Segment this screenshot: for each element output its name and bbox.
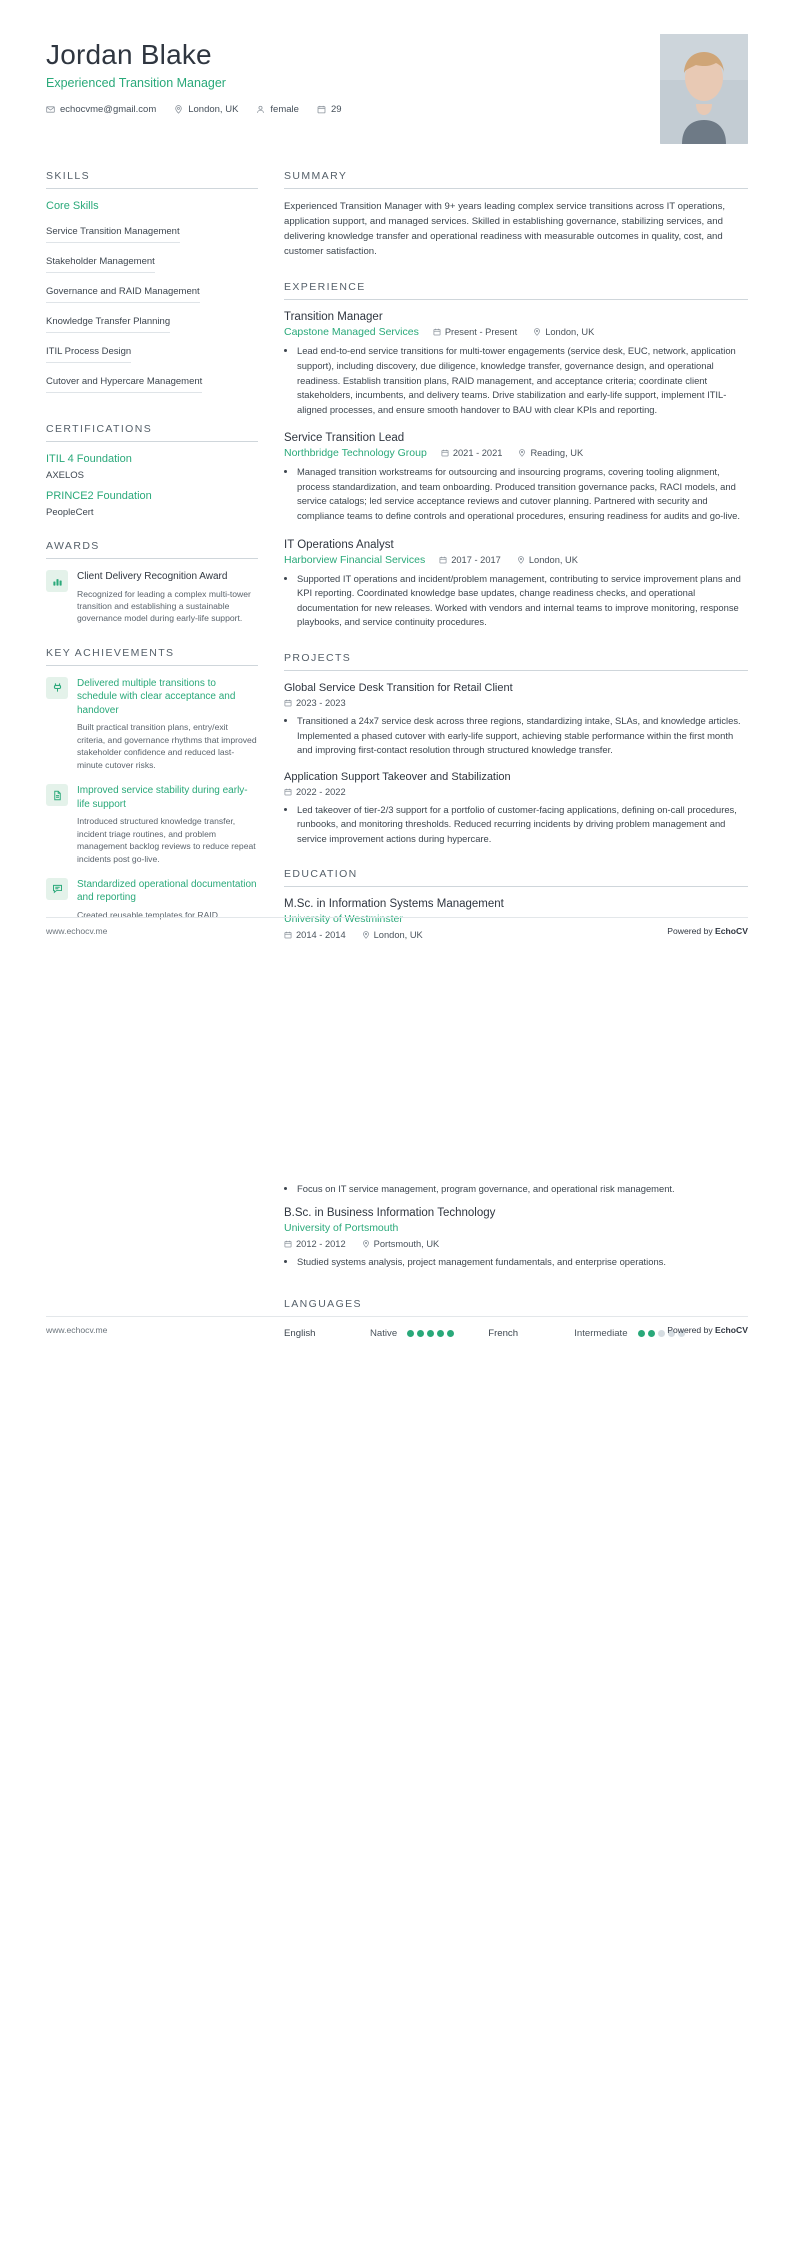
contact-gender <box>256 104 299 115</box>
language-level: Intermediate <box>574 1328 628 1340</box>
contact-gender-text: female <box>270 103 299 115</box>
header-role: Experienced Transition Manager <box>46 75 226 90</box>
awards-section <box>46 540 258 625</box>
experience-bullet: • Managed transition workstreams for outsourcing and insourcing programs, covering tooling alignment, process standardization, and team onboarding. Produced transition governance packs, RACI models, and service catalogs; led service acceptance reviews and cutover planning. Partnered with security and compliance teams to define controls and operational procedures, ensuring readiness for audits and go-live. <box>297 465 748 523</box>
experience-item <box>284 432 748 523</box>
experience-role: Service Transition Lead <box>284 432 405 445</box>
education-school: University of Portsmouth <box>284 1221 399 1234</box>
page-footer <box>46 1316 748 1335</box>
footer-powered-prefix: Powered by <box>667 926 716 937</box>
key-achievements-section <box>46 647 258 922</box>
project-dates <box>284 787 346 797</box>
summary-section <box>284 170 748 259</box>
skill-line <box>46 371 258 401</box>
avatar <box>660 34 748 144</box>
projects-section <box>284 652 748 846</box>
bar-chart-icon <box>46 570 68 592</box>
achievement-desc: Introduced structured knowledge transfer, incident triage routines, and problem management backlog reviews to reduce repeat incidents post go-live. <box>77 816 256 864</box>
project-item <box>284 771 748 847</box>
calendar-icon <box>433 328 441 336</box>
education-degree: M.Sc. in Information Systems Management <box>284 898 504 911</box>
contact-email <box>46 104 156 115</box>
education-bullets <box>284 1255 748 1270</box>
person-icon <box>256 105 265 114</box>
skill-line <box>46 281 258 311</box>
experience-location <box>518 448 583 458</box>
experience-item <box>284 311 748 417</box>
skill-line <box>46 251 258 281</box>
experience-meta <box>284 326 748 338</box>
project-bullets <box>284 803 748 847</box>
award-title: Client Delivery Recognition Award <box>77 571 228 582</box>
location-pin-icon <box>518 449 526 457</box>
skill-item: Knowledge Transfer Planning <box>46 316 170 333</box>
resume-header <box>46 34 748 144</box>
achievement-body <box>77 677 258 771</box>
skill-item: Service Transition Management <box>46 226 180 243</box>
certification-issuer: PeopleCert <box>46 507 94 518</box>
education-bullets <box>284 1182 748 1197</box>
education-dates-text: 2014 - 2014 <box>296 930 346 941</box>
certifications-section <box>46 423 258 518</box>
footer-site: www.echocv.me <box>46 1325 108 1336</box>
contact-row <box>46 104 342 115</box>
certification-issuer: AXELOS <box>46 470 85 481</box>
skill-line <box>46 341 258 371</box>
achievement-item <box>46 878 258 921</box>
skill-line <box>46 311 258 341</box>
education-title: EDUCATION <box>284 868 748 887</box>
resume-page-2 <box>0 1122 794 2246</box>
page-title: Jordan Blake <box>46 39 212 70</box>
education-bullet: • Studied systems analysis, project management fundamentals, and enterprise operations. <box>297 1255 748 1270</box>
skills-section <box>46 170 258 401</box>
project-bullet: • Led takeover of tier-2/3 support for a portfolio of customer-facing applications, defining on-call procedures, runbooks, and monitoring thresholds. Reduced recurring incidents by driving problem management and service improvement actions during hypercare. <box>297 803 748 847</box>
experience-item <box>284 539 748 630</box>
plug-icon <box>46 677 68 699</box>
footer-powered-prefix: Powered by <box>667 1325 716 1336</box>
contact-location <box>174 104 238 115</box>
achievement-item <box>46 784 258 865</box>
education-dates <box>284 1239 346 1249</box>
certification-item <box>46 453 258 481</box>
experience-title: EXPERIENCE <box>284 281 748 300</box>
certifications-title: CERTIFICATIONS <box>46 423 258 442</box>
summary-text: Experienced Transition Manager with 9+ years leading complex service transitions across IT operations, application support, and managed services. Skilled in establishing governance, stabilizing services, and delivering knowledge transfer and operational readiness with measurable outcomes in quality, cost, and customer satisfaction. <box>284 201 726 257</box>
location-pin-icon <box>533 328 541 336</box>
language-name: English <box>284 1328 316 1340</box>
header-text-block <box>46 34 342 115</box>
skills-group-label: Core Skills <box>46 200 99 212</box>
calendar-icon <box>284 699 292 707</box>
achievement-body <box>77 878 258 921</box>
footer-site: www.echocv.me <box>46 926 108 937</box>
footer-brand-name: EchoCV <box>715 1325 748 1336</box>
certification-item <box>46 490 258 518</box>
achievement-desc: Created reusable templates for RAID <box>77 909 218 920</box>
experience-dates-text: 2021 - 2021 <box>452 448 503 459</box>
education-location-text: Portsmouth, UK <box>373 1238 440 1249</box>
experience-company: Harborview Financial Services <box>284 553 426 566</box>
calendar-icon <box>441 449 449 457</box>
project-dates-text: 2022 - 2022 <box>296 786 346 797</box>
skill-item: Cutover and Hypercare Management <box>46 376 202 393</box>
experience-bullet: • Lead end-to-end service transitions for multi-tower engagements (service desk, EUC, network, application support), including discovery, due diligence, knowledge transfer, governance design, and operational readiness. Establish transition plans, RAID management, and acceptance criteria; coordinate client stakeholders, incumbents, and delivery teams. Drive stabilization and early-life support, implement ITIL-aligned processes, and ensure smooth handover to BAU with clear KPIs and reporting. <box>297 344 748 417</box>
education-bullet: • Focus on IT service management, program governance, and operational risk management. <box>297 1182 748 1197</box>
page-footer <box>46 917 748 936</box>
envelope-icon <box>46 105 55 114</box>
location-pin-icon <box>362 1240 370 1248</box>
resume-page-1 <box>0 0 794 1122</box>
achievement-body <box>77 784 258 865</box>
contact-age <box>317 104 342 115</box>
award-body <box>77 570 258 625</box>
experience-section <box>284 281 748 630</box>
project-item <box>284 682 748 758</box>
education-location <box>362 1239 440 1249</box>
calendar-icon <box>317 105 326 114</box>
skill-item: Governance and RAID Management <box>46 286 200 303</box>
experience-location-text: Reading, UK <box>530 448 584 459</box>
award-desc: Recognized for leading a complex multi-tower transition and establishing a sustainable governance model during early-life support. <box>77 588 251 624</box>
key-achievements-title: KEY ACHIEVEMENTS <box>46 647 258 666</box>
skill-item: Stakeholder Management <box>46 256 155 273</box>
language-level: Native <box>370 1328 398 1340</box>
project-name: Global Service Desk Transition for Retail Client <box>284 681 513 694</box>
experience-dates-text: 2017 - 2017 <box>451 554 501 565</box>
left-column <box>46 170 258 962</box>
experience-bullets <box>284 572 748 630</box>
location-pin-icon <box>517 556 525 564</box>
location-pin-icon <box>174 105 183 114</box>
education-school: University of Westminster <box>284 913 403 926</box>
certification-name: ITIL 4 Foundation <box>46 453 132 465</box>
achievement-title: Standardized operational documentation and reporting <box>77 878 257 904</box>
skill-item: ITIL Process Design <box>46 346 131 363</box>
achievement-desc: Built practical transition plans, entry/exit criteria, and governance rhythms that improved stakeholder confidence and reduced last-minute cutover risks. <box>77 722 257 770</box>
document-icon <box>46 784 68 806</box>
education-item <box>284 1207 748 1270</box>
achievement-item <box>46 677 258 771</box>
calendar-icon <box>284 1240 292 1248</box>
experience-location-text: London, UK <box>545 327 595 338</box>
calendar-icon <box>439 556 447 564</box>
language-name: French <box>488 1328 519 1340</box>
project-dates <box>284 698 346 708</box>
contact-email-text: echocvme@gmail.com <box>60 103 157 115</box>
education-degree: B.Sc. in Business Information Technology <box>284 1206 496 1219</box>
project-name: Application Support Takeover and Stabilization <box>284 770 511 783</box>
skill-line <box>46 221 258 251</box>
chat-icon <box>46 878 68 900</box>
projects-title: PROJECTS <box>284 652 748 671</box>
project-bullet: • Transitioned a 24x7 service desk across three regions, standardizing intake, SLAs, and knowledge articles. Implemented a phased cutover with early-life support, achieving stable performance within the first month and improving first-contact resolution through structured knowledge transfer. <box>297 714 748 758</box>
experience-dates <box>439 555 501 565</box>
experience-company: Capstone Managed Services <box>284 326 419 339</box>
achievement-title: Improved service stability during early-life support <box>77 785 248 810</box>
experience-company: Northbridge Technology Group <box>284 447 427 460</box>
project-meta <box>284 787 748 797</box>
summary-title: SUMMARY <box>284 170 748 189</box>
experience-meta <box>284 447 748 459</box>
project-dates-text: 2023 - 2023 <box>296 697 346 708</box>
experience-role: IT Operations Analyst <box>284 538 394 551</box>
experience-location <box>517 555 578 565</box>
contact-location-text: London, UK <box>188 103 239 115</box>
footer-brand <box>667 926 748 936</box>
footer-brand-name: EchoCV <box>715 926 748 937</box>
languages-title: LANGUAGES <box>284 1298 748 1317</box>
achievement-title: Delivered multiple transitions to schedule with clear acceptance and handover <box>77 677 236 716</box>
right-column <box>284 170 748 962</box>
resume-body <box>46 170 748 962</box>
calendar-icon <box>284 788 292 796</box>
project-bullets <box>284 714 748 758</box>
experience-bullet: • Supported IT operations and incident/problem management, contributing to service improvement plans and KPI reporting. Coordinated knowledge base updates, change readiness checks, and operational documentation for new releases. Worked with vendors and internal teams to improve monitoring, response playbooks, and service continuity procedures. <box>297 572 748 630</box>
experience-dates-text: Present - Present <box>444 327 518 338</box>
experience-location <box>533 327 594 337</box>
experience-dates <box>433 327 517 337</box>
project-meta <box>284 698 748 708</box>
certification-name: PRINCE2 Foundation <box>46 490 152 502</box>
footer-brand <box>667 1325 748 1335</box>
contact-age-text: 29 <box>330 103 342 115</box>
education-meta <box>284 1239 748 1249</box>
experience-bullets <box>284 344 748 417</box>
experience-bullets <box>284 465 748 523</box>
experience-meta <box>284 554 748 566</box>
skills-title: SKILLS <box>46 170 258 189</box>
awards-title: AWARDS <box>46 540 258 559</box>
education-dates-text: 2012 - 2012 <box>296 1238 346 1249</box>
education-location-text: London, UK <box>373 930 423 941</box>
experience-location-text: London, UK <box>528 554 578 565</box>
award-item <box>46 570 258 625</box>
experience-dates <box>441 448 503 458</box>
experience-role: Transition Manager <box>284 311 383 324</box>
